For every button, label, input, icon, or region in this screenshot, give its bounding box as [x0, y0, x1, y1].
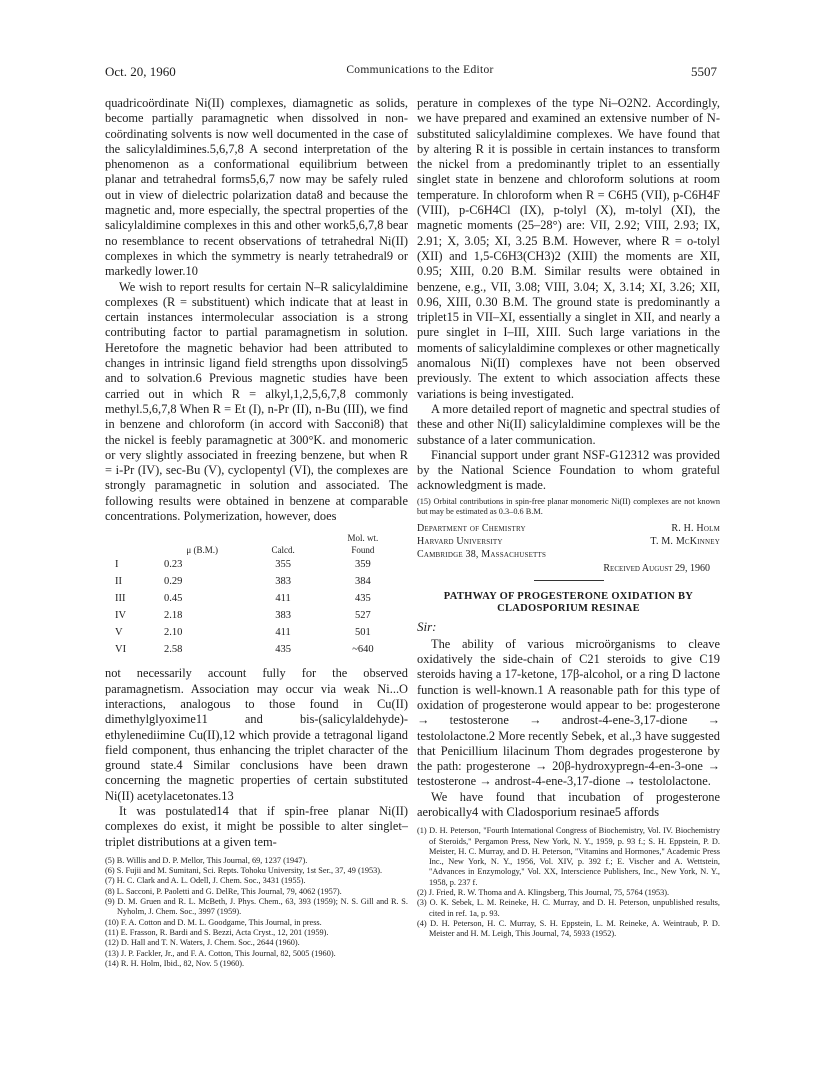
paragraph: We wish to report results for certain N–R salicylaldimine complexes (R = substituent) which indicate that at least in certain instances intermolecular association is a strong contributing factor to partial paramagnetism in solution. Heretofore the magnetic behavior had been attributed to changes in intrinsic ligand field strengths upon dissolving5 and to solvation.6 Previous magnetic studies have been carried out in which R = alkyl,1,2,5,6,7,8 commonly methyl.5,6,7,8 When R = Et (I), n-Pr (II), n-Bu (III), we find in benzene and chloroform (in accord with Sacconi8) that the nickel is feebly paramagnetic at 300°K. and monomeric or very slightly associated in freezing benzene, but when R = i-Pr (IV), sec-Bu (V), cyclopentyl (VI), the complexes are strongly paramagnetic in solution and associated. The following results were obtained in benzene at comparable concentrations. Polymerization, however, does [105, 279, 408, 524]
table-row: I 0.23 355 359 [115, 559, 371, 571]
running-title: Communications to the Editor [346, 64, 494, 76]
paragraph: The ability of various microörganisms to cleave oxidatively the side-chain of C21 steroids to give C19 steroids having a 17-ketone, 17β-alcohol, or a ring D lactone function is well-known.1 A reasonable path for this type of oxidation of progesterone would appear to be: progesterone → testosterone → androst-4-ene-3,17-dione → testololactone.2 More recently Sebek, et al.,3 have suggested that Penicillium lilacinum Thom degrades progesterone by the path: progesterone → 20β-hydroxypregn-4-en-3-one → testosterone → androst-4-ene-3,17-dione → testololactone. [417, 636, 720, 789]
received-date: Received August 29, 1960 [603, 562, 710, 574]
running-date: Oct. 20, 1960 [105, 64, 176, 79]
footnote: (1) D. H. Peterson, "Fourth International Congress of Biochemistry, Vol. IV. Biochemistry of Steroids," Pergamon Press, New York, N. Y., 1959, p. 93 f.; S. H. Eppstein, P. D. Meister, H. C. Murray, and D. H. Peterson, "Vitamins and Hormones," Academic Press Inc., New York, N. Y., 1956, Vol. XIV, p. 392 f.; E. Vischer and A. Wettstein, "Advances in Enzymology," Vol. XX, Interscience Publishers, Inc., New York, N. Y., 1958, p. 237 f. [417, 826, 720, 887]
table-row: III 0.45 411 435 [115, 593, 371, 605]
page-number: 5507 [691, 64, 717, 79]
left-column [105, 96, 408, 969]
footnote: (11) E. Frasson, R. Bardi and S. Bezzi, Acta Cryst., 12, 201 (1959). [105, 927, 329, 937]
affiliation-department: Department of Chemistry [417, 522, 526, 534]
author-name: R. H. Holm [671, 522, 720, 534]
affiliation-university: Harvard University [417, 535, 503, 547]
table-row: VI 2.58 435 ~640 [115, 644, 374, 656]
footnote: (10) F. A. Cotton and D. M. L. Goodgame, This Journal, in press. [105, 917, 322, 927]
right-column [417, 96, 720, 940]
affiliation-city: Cambridge 38, Massachusetts [417, 548, 547, 560]
footnote: (13) J. P. Fackler, Jr., and F. A. Cotton, This Journal, 82, 5005 (1960). [105, 948, 336, 958]
table-header-calcd: Calcd. [271, 545, 295, 556]
footnote: (4) D. H. Peterson, H. C. Murray, S. H. Eppstein, L. M. Reineke, A. Weintraub, P. D. Meister and H. M. Leigh, This Journal, 74, 5933 (1952). [417, 918, 720, 939]
table-row: V 2.10 411 501 [115, 627, 371, 639]
footnote: (9) D. M. Gruen and R. L. McBeth, J. Phys. Chem., 63, 393 (1959); N. S. Gill and R. S. Nyholm, J. Chem. Soc., 3997 (1959). [105, 897, 408, 917]
table-header-molwt: Mol. wt. [347, 533, 379, 544]
footnotes-right [417, 826, 720, 939]
footnote: (14) R. H. Holm, Ibid., 82, Nov. 5 (1960). [105, 958, 245, 968]
paragraph: Financial support under grant NSF-G12312 was provided by the National Science Foundation to whom grateful acknowledgment is made. [417, 447, 720, 493]
footnote: (7) H. C. Clark and A. L. Odell, J. Chem. Soc., 3431 (1955). [105, 876, 306, 886]
paragraph: It was postulated14 that if spin-free planar Ni(II) complexes do exist, it might be possible to alter singlet–triplet distributions at a given tem- [105, 803, 408, 849]
footnote: (12) D. Hall and T. N. Waters, J. Chem. Soc., 2644 (1960). [105, 938, 300, 948]
salutation: Sir: [417, 618, 437, 634]
footnotes-left [105, 856, 408, 969]
paragraph: not necessarily account fully for the observed paramagnetism. Association may occur via weak Ni...O interactions, analogous to those found in Cu(II) dimethylglyoxime11 and bis-(salicylaldehyde)-ethylenediimine Cu(II),12 which provide a tetragonal ligand field component, thus enhancing the triplet character of the ground state.4 Similar conclusions have been drawn concerning the magnetic properties of certain substituted Ni(II) acetylacetonates.13 [105, 666, 408, 803]
divider [534, 580, 604, 581]
footnote: (5) B. Willis and D. P. Mellor, This Journal, 69, 1237 (1947). [105, 855, 308, 865]
footnote-15: (15) Orbital contributions in spin-free planar monomeric Ni(II) complexes are not known but may be estimated as 0.3–0.6 B.M. [417, 496, 720, 516]
results-table [105, 532, 408, 658]
table-row: II 0.29 383 384 [115, 576, 371, 588]
table-header-found: Found [351, 545, 375, 556]
affiliation-block [417, 522, 720, 561]
article-title: PATHWAY OF PROGESTERONE OXIDATION BY CLADOSPORIUM RESINAE [443, 590, 694, 614]
paragraph: We have found that incubation of progesterone aerobically4 with Cladosporium resinae5 affords [417, 789, 720, 819]
paragraph: quadricoördinate Ni(II) complexes, diamagnetic as solids, become partially paramagnetic when dissolved in non-coördinating solvents is now well documented in the case of the salicylaldimines.5,6,7,8 A second interpretation of the phenomenon as a conformational equilibrium between planar and tetrahedral forms5,6,7 now may be safely ruled out in view of dielectric polarization data8 and because the magnetic and, more especially, the spectral properties of the salicylaldimine complexes in this and other work5,6,7,8 bear no resemblance to recent observations of tetrahedral Ni(II) complexes in which the symmetry is nearly tetrahedral9 or markedly lower.10 [105, 96, 408, 279]
paragraph: perature in complexes of the type Ni–O2N2. Accordingly, we have prepared and examined an extensive number of N-substituted salicylaldimine complexes. We have found that by altering R it is possible in certain instances to transform the nickel from a predominantly triplet to an essentially singlet state in benzene and chloroform solutions at room temperature. In chloroform when R = C6H5 (VII), p-C6H4F (VIII), p-C6H4Cl (IX), p-tolyl (X), m-tolyl (XI), the magnetic moments (25–28°) are: VII, 2.92; VIII, 2.93; IX, 2.91; X, 3.05; XI, 3.25 B.M. However, where R = o-tolyl (XII) and 1,5-C6H3(CH3)2 (XIII) the moments are XII, 0.95; XIII, 0.20 B.M. Similar results were obtained in benzene, e.g., VII, 3.08; VIII, 3.04; X, 3.14; XI, 3.26; XII, 0.96, XIII, 0.30 B.M. The ground state is predominantly a triplet15 in VII–XI, essentially a singlet in XII, and nearly a pure singlet in I–III, XIII. Such large variations in the moments of salicylaldimine complexes or other magnetically anomalous Ni(II) complexes have not been observed previously. The extent to which association affects these variations is being investigated. [417, 96, 720, 401]
footnote: (8) L. Sacconi, P. Paoletti and G. DelRe, This Journal, 79, 4062 (1957). [105, 886, 342, 896]
table-row: IV 2.18 383 527 [115, 610, 371, 622]
paragraph: A more detailed report of magnetic and spectral studies of these and other Ni(II) salicylaldimine complexes will be the substance of a later communication. [417, 401, 720, 447]
table-header-mu: μ (B.M.) [186, 545, 218, 556]
footnote: (3) O. K. Sebek, L. M. Reineke, H. C. Murray, and D. H. Peterson, unpublished results, cited in ref. 1a, p. 93. [417, 898, 720, 918]
footnote: (2) J. Fried, R. W. Thoma and A. Klingsberg, This Journal, 75, 5764 (1953). [417, 888, 670, 898]
author-name: T. M. McKinney [650, 535, 720, 547]
footnote: (6) S. Fujii and M. Sumitani, Sci. Repts. Tohoku University, 1st Ser., 37, 49 (1953). [105, 866, 383, 876]
